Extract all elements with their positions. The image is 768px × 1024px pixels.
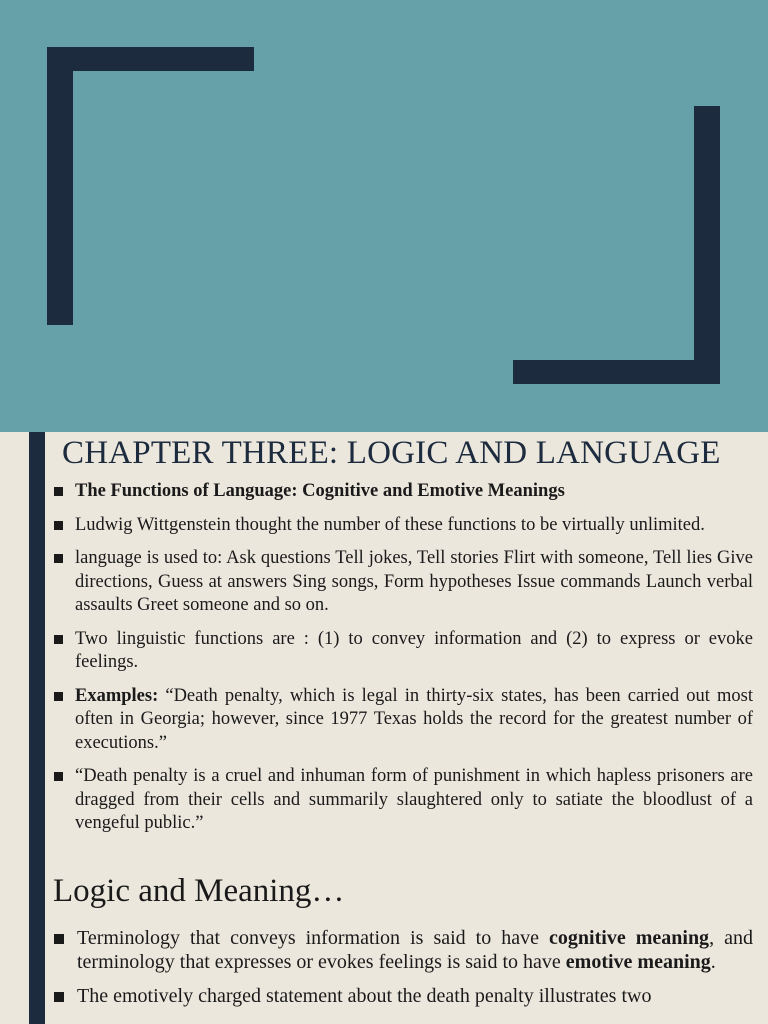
bullet-text: language is used to: Ask questions Tell jokes, Tell stories Flirt with someone, Tell lies Give directions, Guess at answers Sing songs, Form hypotheses Issue commands Launch verbal assaults Greet someone and so on. xyxy=(75,548,753,615)
bullet-square-icon xyxy=(54,772,63,781)
bullet-item xyxy=(53,926,753,974)
cognitive-meaning-term: cognitive meaning xyxy=(549,927,710,949)
corner-bracket-bottom-right-horizontal xyxy=(513,360,720,384)
examples-label: Examples: xyxy=(75,685,159,706)
bullet-item xyxy=(53,514,753,538)
corner-bracket-bottom-right-vertical xyxy=(694,106,720,384)
bullet-item xyxy=(53,685,753,756)
title-slide xyxy=(0,0,768,432)
bullet-item xyxy=(53,547,753,618)
corner-bracket-top-left-vertical xyxy=(47,47,73,325)
bullet-square-icon xyxy=(54,934,64,944)
bullet-heading: The Functions of Language: Cognitive and Emotive Meanings xyxy=(75,481,565,501)
bullet-text: . xyxy=(710,951,716,973)
slide-chapter-three xyxy=(0,432,768,864)
bullet-square-icon xyxy=(54,635,63,644)
bullet-item xyxy=(53,480,753,504)
corner-bracket-top-left-horizontal xyxy=(47,47,254,71)
bullet-text: “Death penalty, which is legal in thirty-six states, has been carried out most often in Georgia; however, since 1977 Texas holds the record for the greatest number of executions.” xyxy=(75,685,753,753)
bullet-list xyxy=(53,480,753,846)
bullet-square-icon xyxy=(54,521,63,530)
bullet-text: Ludwig Wittgenstein thought the number of these functions to be virtually unlimited. xyxy=(75,514,705,535)
bullet-item xyxy=(53,628,753,675)
slide-title: Logic and Meaning… xyxy=(53,873,345,909)
bullet-item xyxy=(53,984,753,1008)
bullet-item xyxy=(53,765,753,836)
slide-accent-bar xyxy=(29,432,45,864)
bullet-square-icon xyxy=(54,554,63,563)
bullet-square-icon xyxy=(54,692,63,701)
bullet-square-icon xyxy=(54,992,64,1002)
slide-logic-and-meaning xyxy=(0,864,768,1024)
emotive-meaning-term: emotive meaning xyxy=(565,951,711,973)
bullet-text: Two linguistic functions are : (1) to convey information and (2) to express or evoke feelings. xyxy=(75,628,753,672)
slide-accent-bar xyxy=(29,864,45,1024)
bullet-text: “Death penalty is a cruel and inhuman form of punishment in which hapless prisoners are dragged from their cells and summarily slaughtered only to satiate the bloodlust of a vengeful public.” xyxy=(75,766,753,833)
bullet-list xyxy=(53,926,753,1018)
bullet-text: The emotively charged statement about the death penalty illustrates two xyxy=(77,985,652,1007)
bullet-text: , and terminology that expresses or evokes feelings is said to have xyxy=(77,927,753,973)
slide-title: CHAPTER THREE: LOGIC AND LANGUAGE xyxy=(62,435,721,471)
bullet-text: Terminology that conveys information is said to have xyxy=(77,927,550,949)
bullet-square-icon xyxy=(54,487,63,496)
